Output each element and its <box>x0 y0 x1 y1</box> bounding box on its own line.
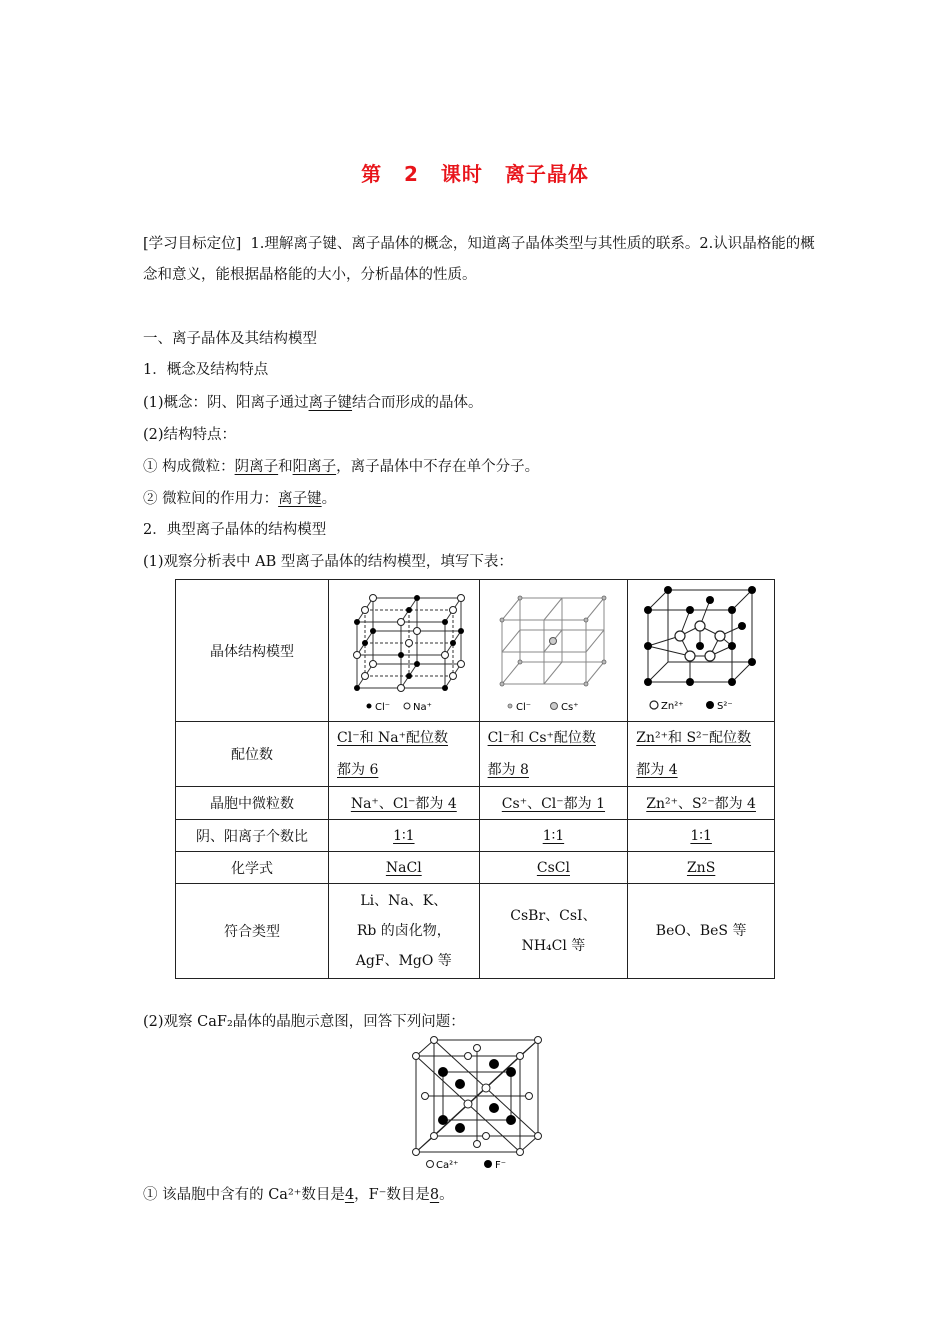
table-row <box>176 820 775 852</box>
caf2-unit-cell-diagram <box>408 1036 548 1174</box>
row-label-types: 符合类型 <box>176 884 329 979</box>
point-2-suffix: 。 <box>321 491 337 507</box>
answer-line: Zn²⁺和 S²⁻配位数 <box>636 730 752 746</box>
answer-line: NaCl <box>385 859 422 876</box>
zns-types <box>628 884 775 979</box>
nacl-coordination <box>329 722 480 787</box>
subheading-models: 2．典型离子晶体的结构模型 <box>143 522 327 538</box>
types-line: Li、Na、K、 <box>360 893 448 909</box>
nacl-ratio <box>329 820 480 852</box>
answer-line: Cl⁻和 Cs⁺配位数 <box>487 730 596 746</box>
cscl-structure-diagram <box>488 582 618 716</box>
row-label-count: 晶胞中微粒数 <box>176 787 329 820</box>
zns-model-cell <box>628 580 775 722</box>
answer-line: Cs⁺、Cl⁻都为 1 <box>501 796 606 812</box>
answer-line: ZnS <box>686 859 716 876</box>
legend-ca-label: Ca²⁺ <box>436 1160 459 1171</box>
answer-line: Zn²⁺、S²⁻都为 4 <box>646 796 756 812</box>
point-1-suffix: ，离子晶体中不存在单个分子。 <box>336 459 540 475</box>
nacl-formula <box>329 852 480 884</box>
answer-line: CsCl <box>536 859 570 876</box>
zns-ratio <box>628 820 775 852</box>
row-label-model: 晶体结构模型 <box>176 580 329 722</box>
answer-f-count: 8 <box>429 1187 440 1203</box>
point-2-answer: 离子键 <box>278 491 322 507</box>
point-2-prefix: ② 微粒间的作用力： <box>143 491 279 507</box>
cscl-formula <box>479 852 628 884</box>
cscl-ratio <box>479 820 628 852</box>
answer-1 <box>143 1183 454 1204</box>
legend-cl-label: Cl⁻ <box>374 701 390 713</box>
types-line: Rb 的卤化物， <box>356 923 451 939</box>
row-label-coordination: 配位数 <box>176 722 329 787</box>
row-label-ratio: 阴、阳离子个数比 <box>176 820 329 852</box>
answer-line: 1∶1 <box>393 827 415 844</box>
nacl-types <box>329 884 480 979</box>
table-row <box>176 722 775 787</box>
legend-zn-label: Zn²⁺ <box>661 700 684 712</box>
legend-f-label: F⁻ <box>495 1160 507 1171</box>
page-title: 第 2 课时 离子晶体 <box>361 162 589 186</box>
zns-formula <box>628 852 775 884</box>
nacl-model-cell <box>329 580 480 722</box>
objective-tag: [学习目标定位] <box>143 236 242 252</box>
answer-ca-count: 4 <box>344 1187 355 1203</box>
concept-suffix: 结合而形成的晶体。 <box>352 395 483 411</box>
legend-cs-label: Cs⁺ <box>561 701 579 713</box>
crystal-table <box>175 579 775 979</box>
objective-text: 1.理解离子键、离子晶体的概念，知道离子晶体类型与其性质的联系。2.认识晶格能的概念和意义，能根据晶格能的大小，分析晶体的性质。 <box>143 236 815 283</box>
zns-coordination <box>628 722 775 787</box>
answer-line: 都为 8 <box>487 762 529 778</box>
row-label-formula: 化学式 <box>176 852 329 884</box>
learning-objective <box>143 229 818 291</box>
types-line: CsBr、CsI、 <box>510 908 597 924</box>
answer-line: 都为 6 <box>337 762 379 778</box>
subheading-concept: 1．概念及结构特点 <box>143 362 269 378</box>
answer-1-mid: ，F⁻数目是 <box>354 1187 430 1203</box>
table-row <box>176 852 775 884</box>
answer-1-prefix: ① 该晶胞中含有的 Ca²⁺数目是 <box>143 1187 345 1203</box>
answer-line: 都为 4 <box>636 762 678 778</box>
legend-cl-label: Cl⁻ <box>516 701 532 713</box>
answer-line: Na⁺、Cl⁻都为 4 <box>350 796 457 812</box>
legend-na-label: Na⁺ <box>412 701 432 713</box>
answer-1-suffix: 。 <box>439 1187 454 1203</box>
answer-line: 1∶1 <box>690 827 712 844</box>
answer-line: Cl⁻和 Na⁺配位数 <box>337 730 449 746</box>
point-1-prefix: ① 构成微粒： <box>143 459 235 475</box>
concept-line <box>143 391 483 412</box>
structure-heading: (2)结构特点： <box>143 427 237 443</box>
question-2: (2)观察 CaF₂晶体的晶胞示意图，回答下列问题： <box>143 1014 465 1030</box>
nacl-structure-diagram <box>339 582 469 716</box>
point-1 <box>143 455 539 476</box>
legend-s-label: S²⁻ <box>717 700 733 712</box>
table-row <box>176 884 775 979</box>
answer-line: 1∶1 <box>542 827 565 844</box>
question-1: (1)观察分析表中 AB 型离子晶体的结构模型，填写下表： <box>143 554 513 570</box>
nacl-count <box>329 787 480 820</box>
types-line: NH₄Cl 等 <box>521 938 586 954</box>
table-row <box>176 580 775 722</box>
zns-count <box>628 787 775 820</box>
point-1-answer-b: 阳离子 <box>292 459 337 475</box>
cscl-types <box>479 884 628 979</box>
point-2 <box>143 487 336 508</box>
point-1-answer-a: 阴离子 <box>234 459 279 475</box>
concept-answer: 离子键 <box>308 395 353 411</box>
section-heading: 一、离子晶体及其结构模型 <box>143 331 317 347</box>
cscl-coordination <box>479 722 628 787</box>
cscl-count <box>479 787 628 820</box>
types-line: AgF、MgO 等 <box>355 953 452 969</box>
zns-structure-diagram <box>636 582 766 716</box>
types-line: BeO、BeS 等 <box>655 923 747 939</box>
table-row <box>176 787 775 820</box>
cscl-model-cell <box>479 580 628 722</box>
concept-prefix: (1)概念：阴、阳离子通过 <box>143 395 309 411</box>
point-1-and: 和 <box>278 459 293 475</box>
